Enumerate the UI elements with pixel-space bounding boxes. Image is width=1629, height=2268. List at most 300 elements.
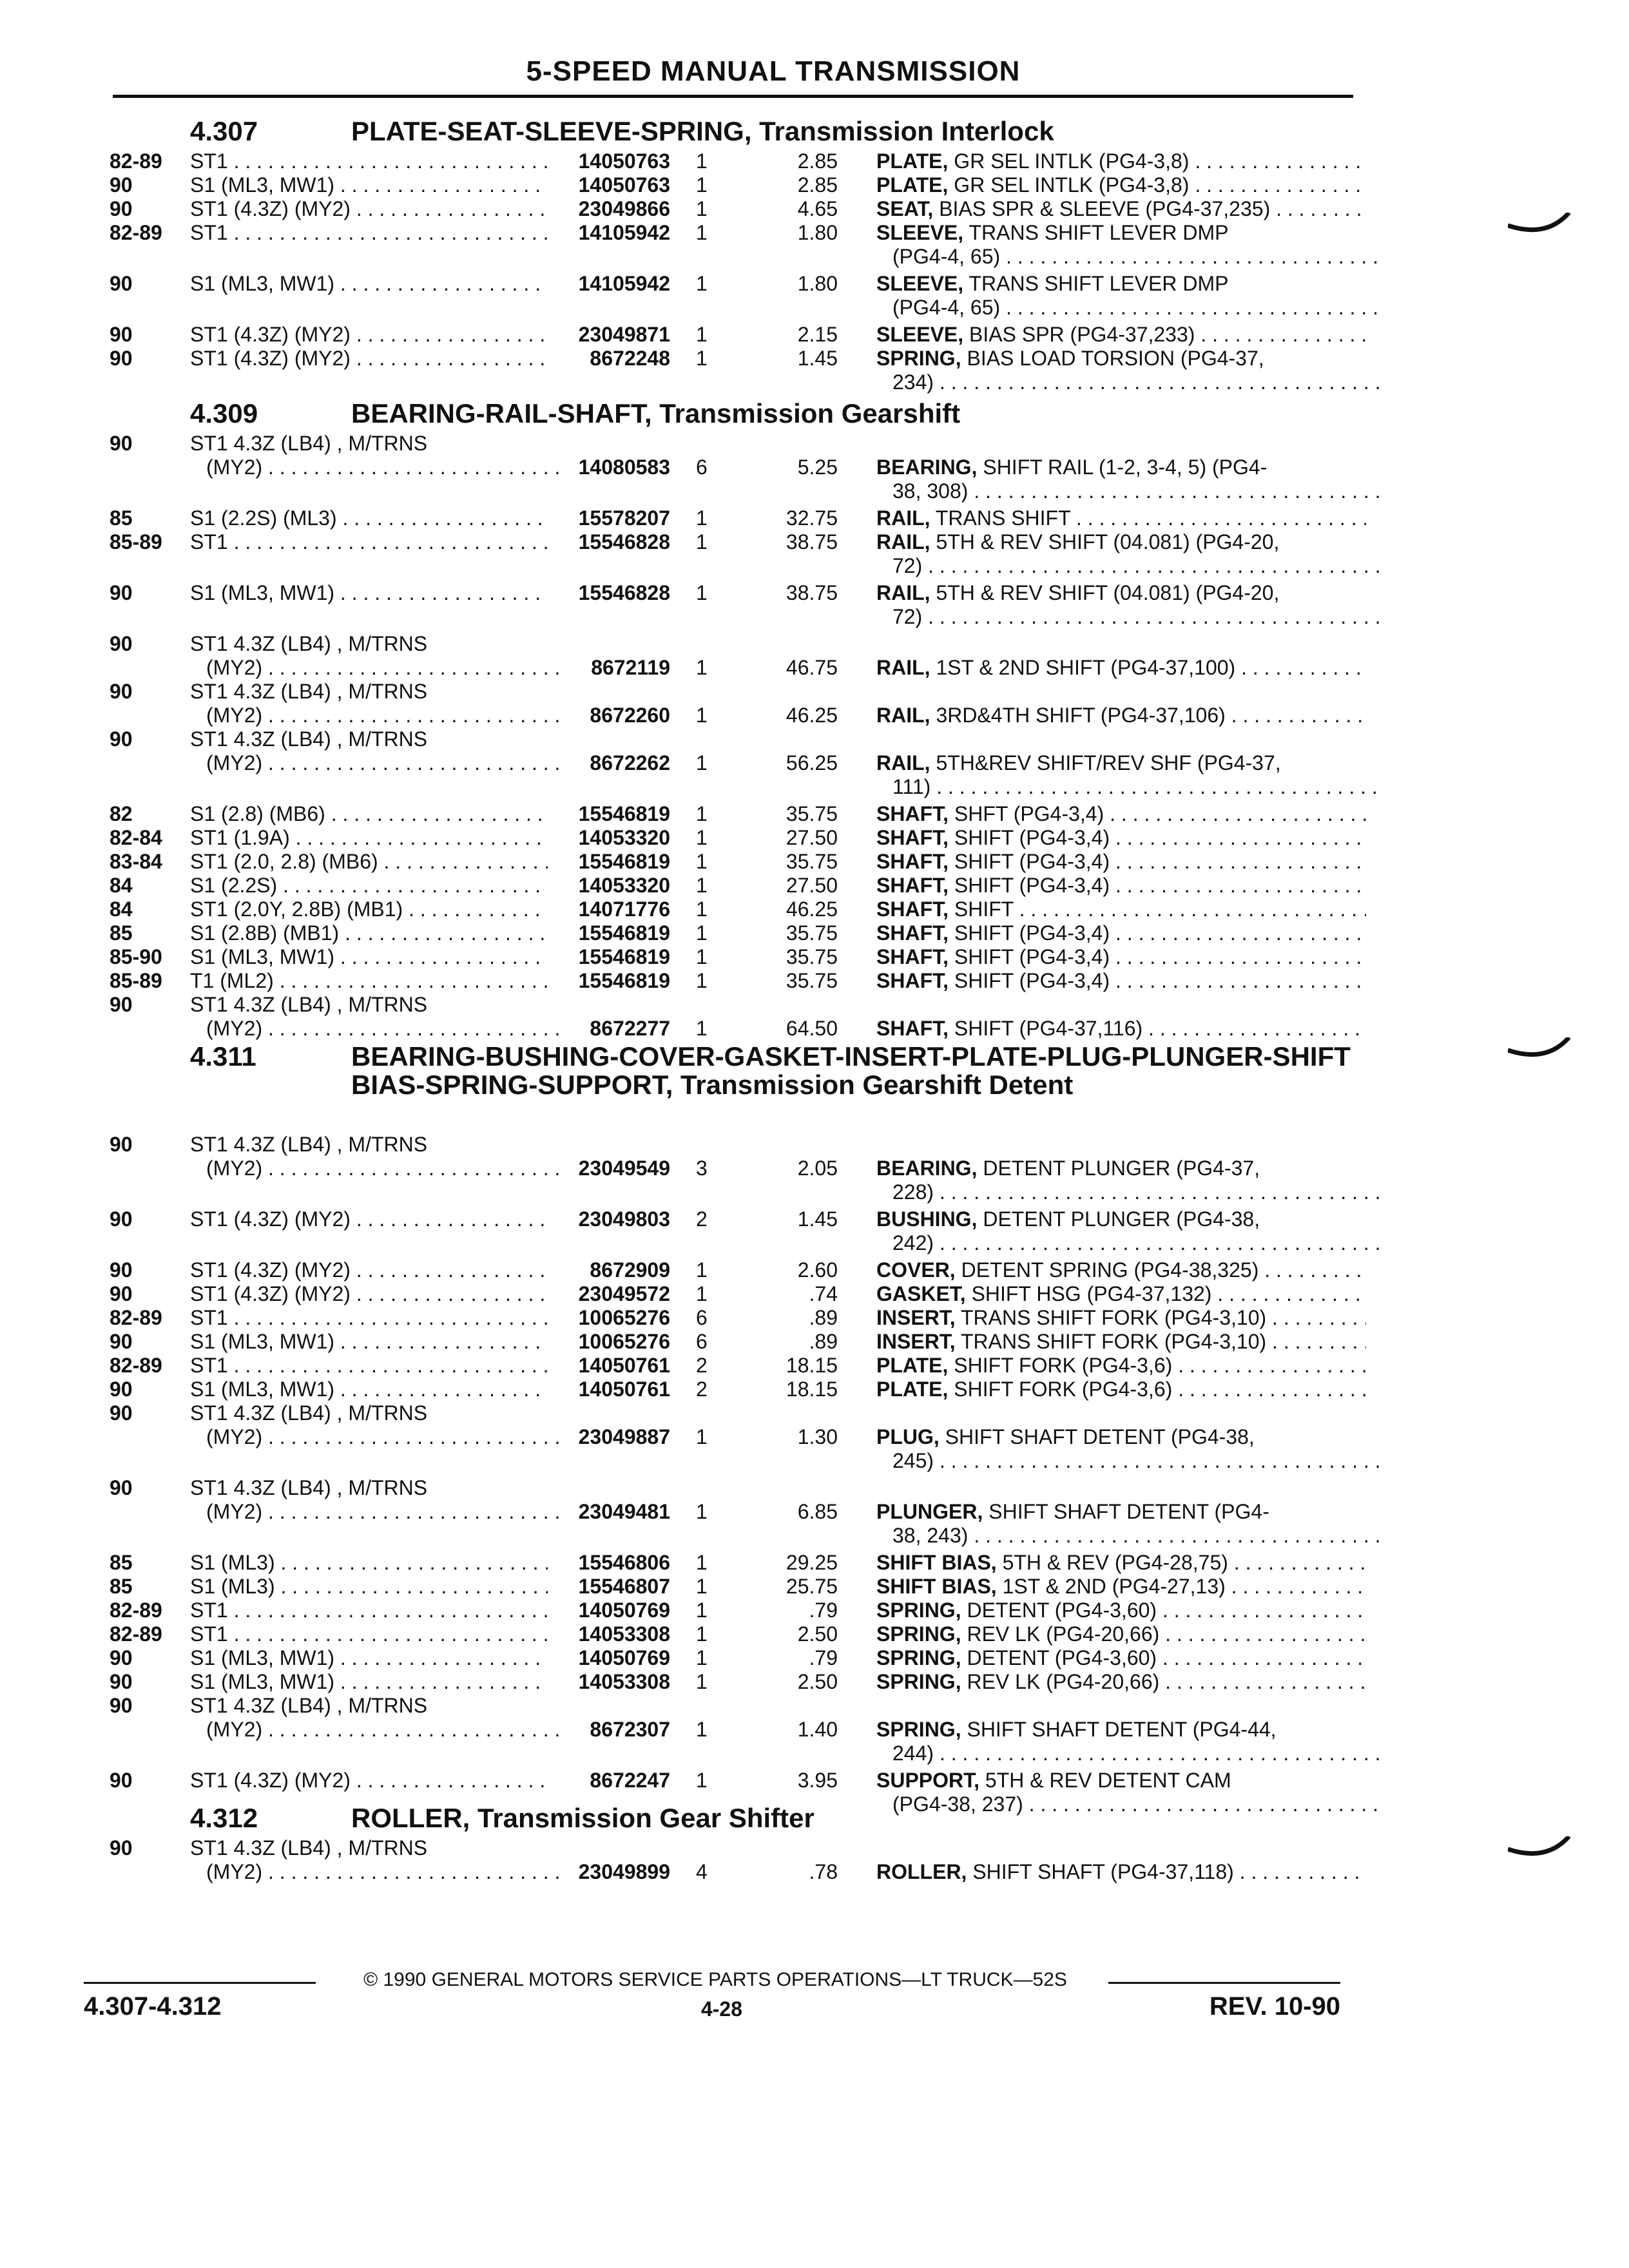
footer-section-range: 4.307-4.312	[84, 1992, 222, 2021]
description	[876, 1860, 1366, 1884]
model-year	[110, 945, 180, 969]
price	[747, 1718, 838, 1742]
model-year	[110, 1207, 180, 1231]
model-year-text: 82-89	[110, 1306, 162, 1329]
quantity	[696, 1599, 722, 1622]
model-year	[110, 1378, 180, 1401]
part-number	[522, 969, 670, 993]
description	[876, 874, 1366, 898]
part-number-text: 15546819	[578, 945, 670, 968]
model-year	[110, 1476, 180, 1500]
price-text: .89	[809, 1330, 838, 1353]
part-number	[522, 1017, 670, 1041]
section-number: 4.312	[190, 1803, 258, 1833]
price-text: 2.60	[797, 1258, 838, 1282]
application-text: S1 (ML3, MW1)	[190, 173, 335, 197]
model-year-text: 90	[110, 680, 133, 703]
model-year	[110, 1354, 180, 1378]
quantity	[696, 1646, 722, 1670]
description	[876, 1425, 1366, 1449]
description-detail: 5TH&REV SHIFT/REV SHF (PG4-37,	[930, 751, 1281, 774]
application	[190, 197, 548, 221]
quantity-text: 1	[696, 921, 708, 945]
quantity-text: 2	[696, 1354, 708, 1377]
quantity-text: 1	[696, 1551, 708, 1574]
part-number-text: 23049549	[578, 1157, 670, 1180]
application	[190, 1330, 548, 1354]
description-detail: 1ST & 2ND (PG4-27,13)	[996, 1575, 1226, 1598]
price-text: 27.50	[786, 874, 838, 897]
description-line-2-text: 244)	[892, 1742, 934, 1765]
description-noun: GASKET,	[876, 1282, 966, 1305]
description-line-2	[892, 554, 1382, 578]
quantity	[696, 945, 722, 969]
model-year	[110, 1575, 180, 1599]
quantity-text: 1	[696, 802, 708, 825]
description-noun: SUPPORT,	[876, 1769, 980, 1792]
part-number-text: 8672909	[590, 1258, 670, 1282]
quantity	[696, 1769, 722, 1792]
application	[190, 1306, 548, 1330]
price-text: 27.50	[786, 826, 838, 849]
description-detail: 5TH & REV (PG4-28,75)	[996, 1551, 1228, 1574]
quantity	[696, 1670, 722, 1694]
price-text: 1.80	[797, 221, 838, 244]
quantity-text: 1	[696, 149, 708, 173]
quantity	[696, 1500, 722, 1524]
application-text: ST1 (2.0, 2.8) (MB6)	[190, 850, 378, 873]
description-noun: BEARING,	[876, 456, 978, 479]
application	[190, 506, 548, 530]
description-line-2-text: 38, 243)	[892, 1524, 969, 1547]
model-year-text: 90	[110, 993, 133, 1016]
part-number-text: 14071776	[578, 898, 670, 921]
quantity-text: 2	[696, 1378, 708, 1401]
model-year	[110, 323, 180, 347]
description	[876, 1017, 1366, 1041]
model-year-text: 90	[110, 1401, 133, 1425]
description-line-2	[892, 1231, 1382, 1255]
model-year-text: 90	[110, 347, 133, 370]
quantity-text: 1	[696, 945, 708, 968]
part-number	[522, 1599, 670, 1622]
part-number	[522, 456, 670, 479]
application-line-2-text: (MY2)	[206, 656, 263, 679]
description-detail: SHIFT SHAFT DETENT (PG4-	[983, 1500, 1269, 1523]
model-year	[110, 1769, 180, 1792]
quantity-text: 1	[696, 874, 708, 897]
application	[190, 221, 548, 245]
model-year	[110, 1670, 180, 1694]
description-detail: SHIFT (PG4-3,4)	[949, 921, 1110, 945]
description	[876, 1500, 1366, 1524]
application-line-2-text: (MY2)	[206, 751, 263, 774]
application-text: ST1 (4.3Z) (MY2)	[190, 1282, 351, 1305]
quantity	[696, 1017, 722, 1041]
description	[876, 921, 1366, 945]
part-number-text: 15546819	[578, 969, 670, 992]
price-text: 35.75	[786, 802, 838, 825]
application	[190, 1575, 548, 1599]
description-detail: DETENT PLUNGER (PG4-38,	[977, 1207, 1260, 1231]
price-text: 25.75	[786, 1575, 838, 1598]
application-line-2	[206, 656, 564, 680]
price-text: 3.95	[797, 1769, 838, 1792]
description-noun: SHIFT BIAS,	[876, 1551, 997, 1574]
quantity-text: 1	[696, 1622, 708, 1646]
quantity	[696, 1860, 722, 1884]
price-text: .79	[809, 1599, 838, 1622]
price	[747, 921, 838, 945]
model-year	[110, 1622, 180, 1646]
part-number	[522, 898, 670, 921]
quantity-text: 1	[696, 898, 708, 921]
application	[190, 802, 548, 826]
quantity	[696, 969, 722, 993]
application-line-2-text: (MY2)	[206, 456, 263, 479]
price-text: 38.75	[786, 581, 838, 604]
quantity	[696, 1551, 722, 1575]
section-title	[351, 117, 1414, 146]
description-noun: SHAFT,	[876, 969, 949, 992]
price	[747, 1330, 838, 1354]
part-number	[522, 874, 670, 898]
price	[747, 1860, 838, 1884]
quantity-text: 1	[696, 1500, 708, 1523]
part-number-text: 8672247	[590, 1769, 670, 1792]
application	[190, 993, 548, 1017]
price	[747, 874, 838, 898]
application	[190, 874, 548, 898]
part-number-text: 15546819	[578, 850, 670, 873]
application-text: S1 (ML3, MW1)	[190, 1646, 335, 1669]
model-year	[110, 680, 180, 704]
description	[876, 1354, 1366, 1378]
application-text: ST1 (4.3Z) (MY2)	[190, 197, 351, 220]
model-year	[110, 347, 180, 370]
description-noun: RAIL,	[876, 751, 930, 774]
description-detail: GR SEL INTLK (PG4-3,8)	[948, 149, 1190, 173]
quantity-text: 1	[696, 1646, 708, 1669]
section-title-rest: Transmission Gearshift Detent	[673, 1070, 1074, 1100]
section-title-bold: PLATE-SEAT-SLEEVE-SPRING,	[351, 116, 752, 146]
description	[876, 898, 1366, 921]
model-year-text: 90	[110, 173, 133, 197]
quantity-text: 1	[696, 1769, 708, 1792]
price	[747, 656, 838, 680]
description-noun: SHAFT,	[876, 826, 949, 849]
description-line-2-text: (PG4-4, 65)	[892, 245, 1001, 268]
quantity-text: 6	[696, 1330, 708, 1353]
price-text: .79	[809, 1646, 838, 1669]
model-year	[110, 1330, 180, 1354]
description-line-2	[892, 1180, 1382, 1204]
description-noun: PLATE,	[876, 173, 949, 197]
application	[190, 969, 548, 993]
model-year-text: 90	[110, 727, 133, 751]
model-year	[110, 826, 180, 850]
description-noun: PLUNGER,	[876, 1500, 983, 1523]
model-year-text: 90	[110, 1133, 133, 1156]
application-line-2	[206, 1017, 564, 1041]
price	[747, 1575, 838, 1599]
part-number	[522, 1354, 670, 1378]
description-noun: PLUG,	[876, 1425, 940, 1448]
price	[747, 1551, 838, 1575]
application	[190, 680, 548, 704]
model-year	[110, 1599, 180, 1622]
description-detail: DETENT PLUNGER (PG4-37,	[977, 1157, 1260, 1180]
part-number	[522, 1207, 670, 1231]
section-number: 4.309	[190, 398, 258, 428]
description-line-2	[892, 1524, 1382, 1548]
description	[876, 1622, 1366, 1646]
model-year-text: 90	[110, 1769, 133, 1792]
part-number-text: 15578207	[578, 506, 670, 530]
description-detail: TRANS SHIFT FORK (PG4-3,10)	[955, 1330, 1267, 1353]
part-number-text: 23049899	[578, 1860, 670, 1883]
description-noun: SPRING,	[876, 1670, 961, 1693]
model-year	[110, 149, 180, 173]
quantity	[696, 1258, 722, 1282]
application-text: ST1 4.3Z (LB4) , M/TRNS	[190, 1476, 428, 1499]
application	[190, 347, 548, 370]
quantity	[696, 323, 722, 347]
price-text: 2.85	[797, 149, 838, 173]
quantity	[696, 1330, 722, 1354]
application	[190, 1133, 548, 1157]
description	[876, 656, 1366, 680]
description-line-2	[892, 245, 1382, 269]
part-number	[522, 173, 670, 197]
footer-page-number: 4-28	[700, 1997, 743, 2021]
price-text: 5.25	[797, 456, 838, 479]
description-detail: REV LK (PG4-20,66)	[961, 1622, 1160, 1646]
quantity	[696, 1575, 722, 1599]
description	[876, 581, 1366, 605]
description	[876, 945, 1366, 969]
price-text: 35.75	[786, 969, 838, 992]
price-text: 35.75	[786, 921, 838, 945]
application	[190, 1836, 548, 1860]
part-number	[522, 1551, 670, 1575]
application-text: ST1 4.3Z (LB4) , M/TRNS	[190, 993, 428, 1016]
part-number	[522, 149, 670, 173]
description-detail: TRANS SHIFT LEVER DMP	[963, 272, 1229, 295]
part-number-text: 15546819	[578, 921, 670, 945]
part-number-text: 14105942	[578, 221, 670, 244]
description-detail: 1ST & 2ND SHIFT (PG4-37,100)	[930, 656, 1236, 679]
application-text: ST1 4.3Z (LB4) , M/TRNS	[190, 1133, 428, 1156]
application-text: S1 (ML3, MW1)	[190, 272, 335, 295]
description-detail: DETENT (PG4-3,60)	[961, 1646, 1157, 1669]
application-text: ST1 4.3Z (LB4) , M/TRNS	[190, 727, 428, 751]
model-year-text: 85-90	[110, 945, 162, 968]
price	[747, 898, 838, 921]
price-text: 35.75	[786, 850, 838, 873]
model-year-text: 85	[110, 506, 133, 530]
application	[190, 1694, 548, 1718]
part-number	[522, 802, 670, 826]
description-detail: SHFT (PG4-3,4)	[949, 802, 1104, 825]
price	[747, 802, 838, 826]
part-number	[522, 1718, 670, 1742]
application-text: ST1 4.3Z (LB4) , M/TRNS	[190, 1694, 428, 1717]
part-number-text: 14050763	[578, 149, 670, 173]
quantity	[696, 1207, 722, 1231]
price-text: .89	[809, 1306, 838, 1329]
application	[190, 432, 548, 456]
description-noun: PLATE,	[876, 1354, 949, 1377]
part-number-text: 15546807	[578, 1575, 670, 1598]
model-year	[110, 1646, 180, 1670]
description-noun: SPRING,	[876, 1599, 961, 1622]
binder-clip-mark	[1508, 1037, 1572, 1063]
description-detail: 3RD&4TH SHIFT (PG4-37,106)	[930, 704, 1226, 727]
application-line-2-text: (MY2)	[206, 1017, 263, 1040]
price-text: 38.75	[786, 530, 838, 553]
quantity-text: 1	[696, 173, 708, 197]
price	[747, 530, 838, 554]
price	[747, 1306, 838, 1330]
part-number	[522, 1769, 670, 1792]
description-noun: SLEEVE,	[876, 323, 964, 346]
model-year-text: 90	[110, 1282, 133, 1305]
application-text: ST1 (4.3Z) (MY2)	[190, 1258, 351, 1282]
description	[876, 197, 1366, 221]
quantity-text: 1	[696, 197, 708, 220]
description-line-2-text: 242)	[892, 1231, 934, 1254]
description-noun: SHAFT,	[876, 945, 949, 968]
part-number	[522, 581, 670, 605]
part-number-text: 8672277	[590, 1017, 670, 1040]
price	[747, 751, 838, 775]
part-number	[522, 1500, 670, 1524]
description	[876, 272, 1366, 296]
model-year-text: 90	[110, 1694, 133, 1717]
description-noun: SHAFT,	[876, 850, 949, 873]
price	[747, 945, 838, 969]
quantity-text: 1	[696, 1718, 708, 1741]
description-noun: SLEEVE,	[876, 221, 964, 244]
quantity-text: 1	[696, 1599, 708, 1622]
application	[190, 632, 548, 656]
part-number	[522, 1157, 670, 1180]
part-number	[522, 197, 670, 221]
quantity-text: 4	[696, 1860, 708, 1883]
application	[190, 173, 548, 197]
description-detail: SHIFT FORK (PG4-3,6)	[948, 1354, 1173, 1377]
price	[747, 1500, 838, 1524]
quantity-text: 1	[696, 506, 708, 530]
part-number	[522, 1646, 670, 1670]
description-line-2-text: 111)	[892, 775, 931, 798]
model-year	[110, 221, 180, 245]
price-text: 18.15	[786, 1354, 838, 1377]
application-line-2	[206, 456, 564, 479]
part-number	[522, 1622, 670, 1646]
section-title	[351, 1043, 1414, 1099]
price-text: 29.25	[786, 1551, 838, 1574]
part-number	[522, 272, 670, 296]
application	[190, 1378, 548, 1401]
quantity	[696, 1425, 722, 1449]
model-year-text: 90	[110, 581, 133, 604]
application-text: S1 (2.2S)	[190, 874, 278, 897]
description-line-2-text: 234)	[892, 370, 934, 394]
application-line-2-text: (MY2)	[206, 1500, 263, 1523]
price-text: 1.80	[797, 272, 838, 295]
section-number: 4.311	[190, 1041, 256, 1072]
model-year-text: 90	[110, 1670, 133, 1693]
part-number	[522, 530, 670, 554]
description	[876, 1599, 1366, 1622]
price	[747, 1670, 838, 1694]
description-detail: SHIFT SHAFT (PG4-37,118)	[967, 1860, 1234, 1883]
quantity	[696, 581, 722, 605]
price	[747, 1354, 838, 1378]
model-year-text: 90	[110, 1207, 133, 1231]
section-title-bold: BEARING-BUSHING-COVER-GASKET-INSERT-PLATE-PLUG-PLUNGER-SHIFT BIAS-SPRING-SUPPORT,	[351, 1041, 1351, 1100]
quantity-text: 1	[696, 1670, 708, 1693]
description	[876, 969, 1366, 993]
description-noun: PLATE,	[876, 1378, 949, 1401]
part-number-text: 14053320	[578, 874, 670, 897]
application-text: ST1 4.3Z (LB4) , M/TRNS	[190, 632, 428, 655]
description-detail: SHIFT (PG4-37,116)	[949, 1017, 1143, 1040]
description-noun: SEAT,	[876, 197, 934, 220]
model-year-text: 90	[110, 323, 133, 346]
price-text: 6.85	[797, 1500, 838, 1523]
part-number	[522, 347, 670, 370]
quantity-text: 1	[696, 656, 708, 679]
description	[876, 1157, 1366, 1180]
description-detail: BIAS LOAD TORSION (PG4-37,	[961, 347, 1264, 370]
price	[747, 850, 838, 874]
description	[876, 751, 1366, 775]
part-number-text: 23049803	[578, 1207, 670, 1231]
part-number	[522, 221, 670, 245]
description-noun: BUSHING,	[876, 1207, 978, 1231]
description-line-2	[892, 605, 1382, 629]
application	[190, 1670, 548, 1694]
application-text: ST1 4.3Z (LB4) , M/TRNS	[190, 680, 428, 703]
price-text: 32.75	[786, 506, 838, 530]
description	[876, 704, 1366, 727]
application	[190, 1258, 548, 1282]
model-year	[110, 1551, 180, 1575]
description-noun: INSERT,	[876, 1306, 956, 1329]
application-text: S1 (ML3, MW1)	[190, 1330, 335, 1353]
quantity-text: 1	[696, 1282, 708, 1305]
part-number-text: 23049866	[578, 197, 670, 220]
part-number	[522, 1378, 670, 1401]
quantity	[696, 850, 722, 874]
part-number-text: 8672307	[590, 1718, 670, 1741]
application	[190, 1646, 548, 1670]
quantity-text: 1	[696, 1017, 708, 1040]
model-year-text: 82-89	[110, 1622, 162, 1646]
footer-rule	[84, 1982, 316, 1984]
quantity	[696, 1622, 722, 1646]
description-detail: SHIFT SHAFT DETENT (PG4-38,	[939, 1425, 1255, 1448]
application-text: ST1 (2.0Y, 2.8B) (MB1)	[190, 898, 403, 921]
quantity-text: 1	[696, 1575, 708, 1598]
description	[876, 530, 1366, 554]
description-detail: DETENT SPRING (PG4-38,325)	[955, 1258, 1259, 1282]
quantity	[696, 826, 722, 850]
model-year	[110, 850, 180, 874]
